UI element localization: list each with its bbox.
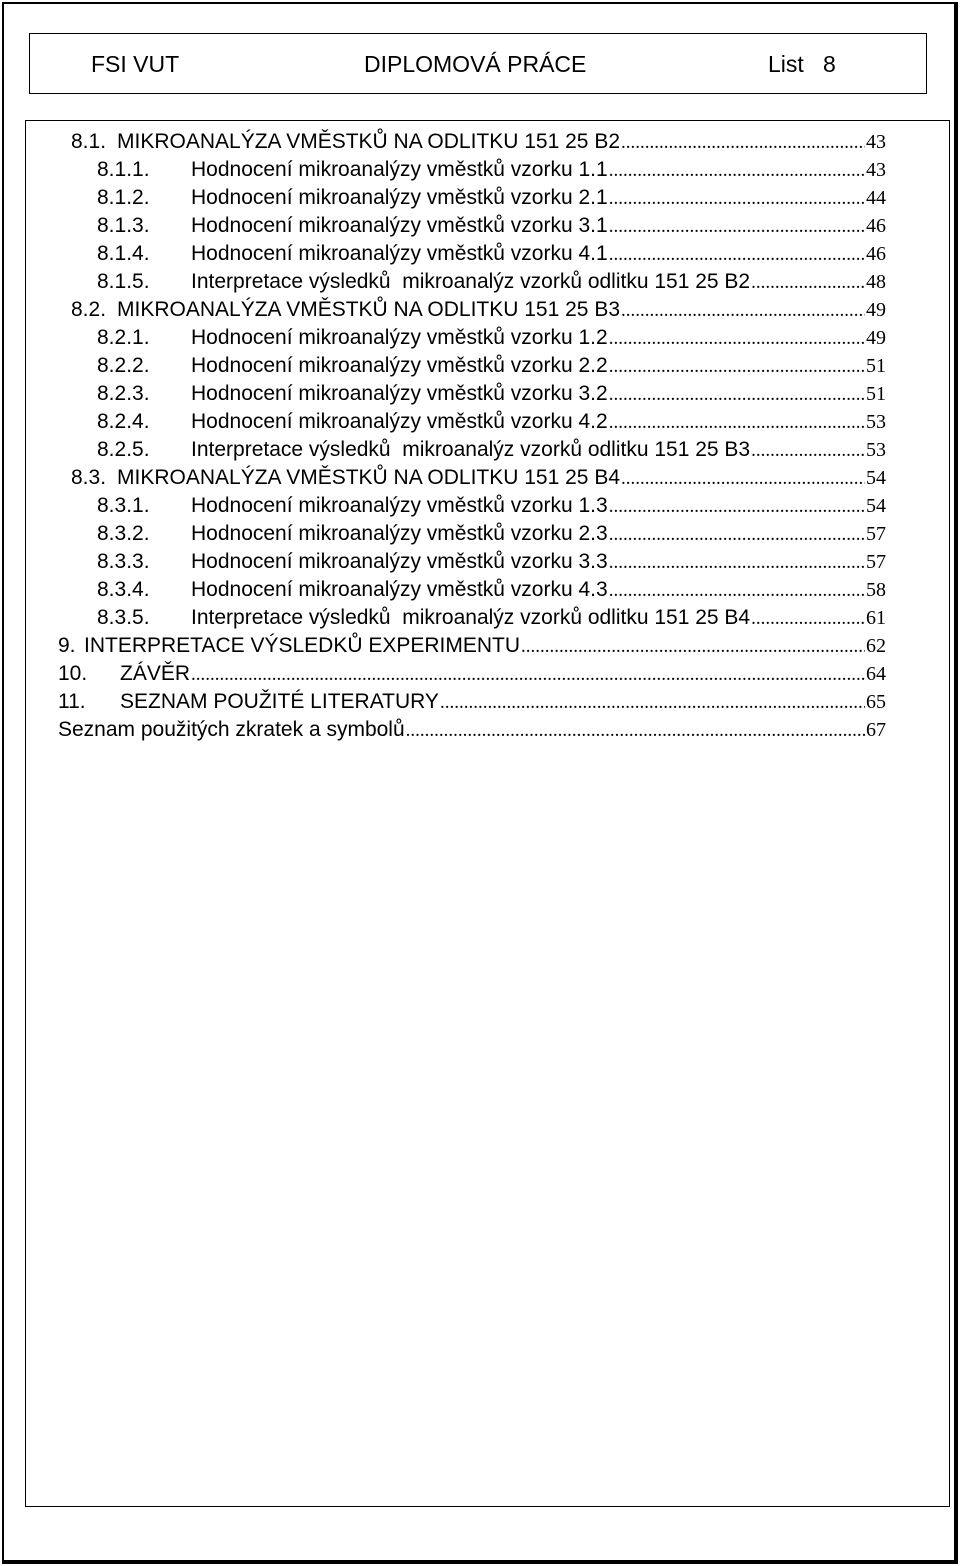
toc-number: 8.3.1.: [97, 494, 150, 517]
toc-page: 57: [866, 551, 886, 573]
toc-entry[interactable]: [97, 520, 886, 547]
toc-title: Hodnocení mikroanalýzy vměstků vzorku 1.3: [191, 494, 608, 517]
toc-leader: [406, 717, 865, 744]
toc-leader: [609, 493, 865, 520]
toc-number: 8.2.1.: [97, 326, 150, 349]
toc-title: Hodnocení mikroanalýzy vměstků vzorku 1.1: [191, 158, 608, 181]
header-document-type: DIPLOMOVÁ PRÁCE: [364, 51, 587, 77]
header-page-number: List 8: [768, 51, 836, 77]
toc-entry[interactable]: [97, 576, 886, 603]
toc-page: 57: [866, 523, 886, 545]
toc-leader: [609, 521, 865, 548]
toc-title: Hodnocení mikroanalýzy vměstků vzorku 4.3: [191, 578, 608, 601]
toc-page: 61: [866, 607, 886, 629]
toc-entry[interactable]: [97, 492, 886, 519]
toc-leader: [621, 465, 865, 492]
toc-page: 49: [866, 327, 886, 349]
toc-entry[interactable]: [97, 352, 886, 379]
toc-number: 8.1.: [71, 130, 107, 153]
toc-leader: [609, 409, 865, 436]
toc-title: Hodnocení mikroanalýzy vměstků vzorku 2.3: [191, 522, 608, 545]
toc-number: 8.3.3.: [97, 550, 150, 573]
toc-leader: [609, 241, 865, 268]
toc-number: 8.2.4.: [97, 410, 150, 433]
toc-leader: [609, 325, 865, 352]
toc-entry[interactable]: [97, 184, 886, 211]
toc-entry[interactable]: [97, 380, 886, 407]
toc-leader: [621, 297, 865, 324]
toc-title: Hodnocení mikroanalýzy vměstků vzorku 4.2: [191, 410, 608, 433]
toc-leader: [751, 437, 865, 464]
toc-entry[interactable]: [97, 548, 886, 575]
toc-entry[interactable]: [97, 212, 886, 239]
toc-page: 53: [866, 439, 886, 461]
toc-entry[interactable]: [71, 464, 886, 491]
toc-page: 51: [866, 355, 886, 377]
toc-number: 8.1.3.: [97, 214, 150, 237]
toc-leader: [751, 605, 865, 632]
toc-page: 67: [866, 719, 886, 741]
toc-leader: [751, 269, 865, 296]
toc-entry[interactable]: [58, 632, 886, 659]
toc-entry[interactable]: [97, 436, 886, 463]
toc-entry[interactable]: [97, 268, 886, 295]
toc-number: 8.2.3.: [97, 382, 150, 405]
toc-title: Interpretace výsledků mikroanalýz vzorků odlitku 151 25 B4: [191, 606, 751, 629]
toc-page: 54: [866, 467, 886, 489]
toc-leader: [609, 185, 865, 212]
toc-page: 58: [866, 579, 886, 601]
toc-page: 48: [866, 271, 886, 293]
toc-number: 8.1.2.: [97, 186, 150, 209]
toc-number: 8.2.2.: [97, 354, 150, 377]
toc-leader: [609, 381, 865, 408]
toc-entry[interactable]: [97, 324, 886, 351]
toc-leader: [521, 633, 865, 660]
toc-page: 65: [866, 691, 886, 713]
toc-leader: [609, 549, 865, 576]
toc-title: Hodnocení mikroanalýzy vměstků vzorku 3.3: [191, 550, 608, 573]
toc-title: Hodnocení mikroanalýzy vměstků vzorku 2.2: [191, 354, 608, 377]
toc-page: 44: [866, 187, 886, 209]
toc-entry[interactable]: [58, 716, 886, 743]
toc-page: 51: [866, 383, 886, 405]
toc-leader: [609, 157, 865, 184]
toc-title: Hodnocení mikroanalýzy vměstků vzorku 3.1: [191, 214, 608, 237]
toc-title: ZÁVĚR: [120, 662, 191, 685]
toc-title: MIKROANALÝZA VMĚSTKŮ NA ODLITKU 151 25 B3: [117, 298, 621, 321]
toc-page: 43: [866, 131, 886, 153]
toc-number: 8.3.5.: [97, 606, 150, 629]
toc-leader: [609, 213, 865, 240]
toc-page: 49: [866, 299, 886, 321]
page-header: [29, 33, 927, 94]
toc-title: MIKROANALÝZA VMĚSTKŮ NA ODLITKU 151 25 B2: [117, 130, 621, 153]
toc-number: 8.3.4.: [97, 578, 150, 601]
toc-title: Seznam použitých zkratek a symbolů: [58, 718, 405, 741]
toc-title: Interpretace výsledků mikroanalýz vzorků odlitku 151 25 B3: [191, 438, 751, 461]
toc-entry[interactable]: [58, 688, 886, 715]
toc-title: MIKROANALÝZA VMĚSTKŮ NA ODLITKU 151 25 B4: [117, 466, 621, 489]
toc-title: Interpretace výsledků mikroanalýz vzorků odlitku 151 25 B2: [191, 270, 751, 293]
toc-title: Hodnocení mikroanalýzy vměstků vzorku 4.1: [191, 242, 608, 265]
toc-entry[interactable]: [97, 604, 886, 631]
toc-entry[interactable]: [97, 408, 886, 435]
toc-number: 9.: [58, 634, 76, 657]
toc-title: INTERPRETACE VÝSLEDKŮ EXPERIMENTU: [84, 634, 521, 657]
toc-number: 8.3.: [71, 466, 107, 489]
toc-page: 46: [866, 215, 886, 237]
toc-number: 8.1.1.: [97, 158, 150, 181]
toc-page: 64: [866, 663, 886, 685]
toc-number: 8.1.4.: [97, 242, 150, 265]
toc-page: 46: [866, 243, 886, 265]
toc-number: 10.: [58, 662, 88, 685]
toc-title: Hodnocení mikroanalýzy vměstků vzorku 2.1: [191, 186, 608, 209]
toc-entry[interactable]: [58, 660, 886, 687]
toc-entry[interactable]: [71, 128, 886, 155]
header-institution: FSI VUT: [91, 51, 180, 77]
toc-leader: [609, 577, 865, 604]
toc-leader: [191, 661, 865, 688]
toc-title: SEZNAM POUŽITÉ LITERATURY: [120, 690, 439, 713]
toc-entry[interactable]: [97, 156, 886, 183]
toc-page: 43: [866, 159, 886, 181]
toc-leader: [609, 353, 865, 380]
toc-leader: [440, 689, 865, 716]
toc-title: Hodnocení mikroanalýzy vměstků vzorku 1.2: [191, 326, 608, 349]
toc-leader: [621, 129, 865, 156]
toc-page: 53: [866, 411, 886, 433]
toc-title: Hodnocení mikroanalýzy vměstků vzorku 3.2: [191, 382, 608, 405]
toc-number: 8.3.2.: [97, 522, 150, 545]
toc-number: 11.: [58, 690, 86, 713]
toc-page: 54: [866, 495, 886, 517]
toc-number: 8.2.: [71, 298, 107, 321]
toc-number: 8.2.5.: [97, 438, 150, 461]
toc-entry[interactable]: [71, 296, 886, 323]
toc-entry[interactable]: [97, 240, 886, 267]
toc-page: 62: [866, 635, 886, 657]
toc-number: 8.1.5.: [97, 270, 150, 293]
